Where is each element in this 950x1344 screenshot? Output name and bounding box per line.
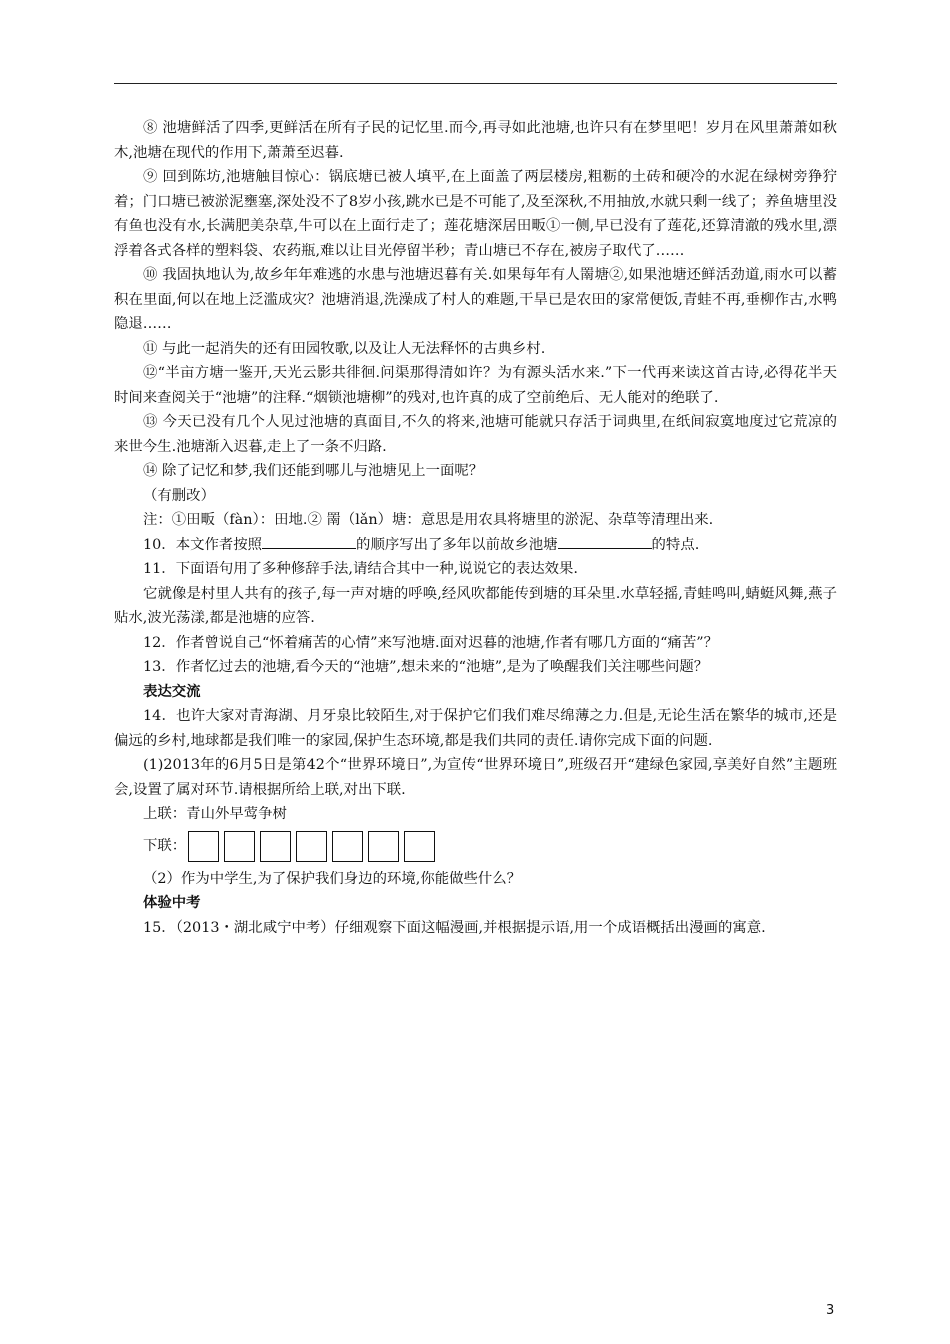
footnote: 注：①田畈（fàn）：田地.② 罱（lǎn）塘：意思是用农具将塘里的淤泥、杂草等清理出来. — [143, 512, 714, 528]
answer-box[interactable] — [404, 831, 435, 862]
question-10-text-a: 10．本文作者按照 — [143, 536, 263, 553]
source-note: （有删改） — [143, 487, 215, 504]
question-12: 12．作者曾说自己“怀着痛苦的心情”来写池塘.面对迟暮的池塘,作者有哪几方面的“痛苦”？ — [143, 634, 718, 651]
answer-box[interactable] — [296, 831, 327, 862]
answer-boxes — [188, 831, 440, 862]
lower-couplet-line — [114, 827, 837, 867]
question-10-text-c: 的特点. — [651, 536, 700, 553]
question-10-text-b: 的顺序写出了多年以前故乡池塘 — [356, 536, 558, 553]
upper-couplet: 上联：青山外早莺争树 — [143, 806, 287, 822]
answer-box[interactable] — [260, 831, 291, 862]
lower-couplet-label: 下联： — [143, 838, 187, 855]
header-rule — [114, 83, 837, 84]
paragraph-13: ⑬ 今天已没有几个人见过池塘的真面目,不久的将来,池塘可能就只存活于词典里,在纸间寂寞地度过它荒凉的来世今生.池塘渐入迟暮,走上了一条不归路. — [114, 414, 837, 455]
document-body — [114, 116, 837, 940]
paragraph-14: ⑭ 除了记忆和梦,我们还能到哪儿与池塘见上一面呢？ — [143, 463, 484, 479]
answer-blank-1[interactable] — [262, 534, 356, 549]
answer-box[interactable] — [224, 831, 255, 862]
question-11-quote: 它就像是村里人共有的孩子,每一声对塘的呼唤,经风吹都能传到塘的耳朵里.水草轻摇,青蛙鸣叫,蜻蜓风舞,燕子贴水,波光荡漾,都是池塘的应答. — [114, 585, 837, 626]
paragraph-12: ⑫“半亩方塘一鉴开,天光云影共徘徊.问渠那得清如许？为有源头活水来.”下一代再来读这首古诗,必得花半天时间来查阅关于“池塘”的注释.“烟锁池塘柳”的残对,也许真的成了空前绝后、无人能对的绝联了. — [114, 365, 837, 406]
paragraph-11: ⑪ 与此一起消失的还有田园牧歌,以及让人无法释怀的古典乡村. — [143, 340, 546, 357]
answer-blank-2[interactable] — [558, 534, 652, 549]
answer-box[interactable] — [368, 831, 399, 862]
question-10 — [114, 533, 837, 558]
question-13: 13．作者忆过去的池塘,看今天的“池塘”,想未来的“池塘”,是为了唤醒我们关注哪些问题？ — [143, 659, 709, 675]
question-14-part2: （2）作为中学生,为了保护我们身边的环境,你能做些什么？ — [143, 870, 522, 887]
paragraph-8: ⑧ 池塘鲜活了四季,更鲜活在所有子民的记忆里.而今,再寻如此池塘,也许只有在梦里吧！岁月在风里萧萧如秋木,池塘在现代的作用下,萧萧至迟暮. — [114, 120, 837, 161]
question-11: 11．下面语句用了多种修辞手法,请结合其中一种,说说它的表达效果. — [143, 561, 578, 577]
answer-box[interactable] — [332, 831, 363, 862]
section-heading-expression: 表达交流 — [143, 683, 201, 700]
question-14-intro: 14．也许大家对青海湖、月牙泉比较陌生,对于保护它们我们难尽绵薄之力.但是,无论生活在繁华的城市,还是偏远的乡村,地球都是我们唯一的家园,保护生态环境,都是我们共同的责任.请你完成下面的问题. — [114, 708, 837, 749]
paragraph-9: ⑨ 回到陈坊,池塘触目惊心：锅底塘已被人填平,在上面盖了两层楼房,粗粝的土砖和硬冷的水泥在绿树旁狰狞着；门口塘已被淤泥壅塞,深处没不了8岁小孩,跳水已是不可能了,及至深秋,不用抽放,水就只剩一线了；养鱼塘里没有鱼也没有水,长满肥美杂草,牛可以在上面行走了；莲花塘深居田畈①一侧,早已没有了莲花,还算清澈的残水里,漂浮着各式各样的塑料袋、农药瓶,难以让目光停留半秒；青山塘已不存在,被房子取代了…… — [114, 169, 837, 259]
question-14-part1: (1)2013年的6月5日是第42个“世界环境日”,为宣传“世界环境日”,班级召开“建绿色家园,享美好自然”主题班会,设置了属对环节.请根据所给上联,对出下联. — [114, 757, 837, 798]
answer-box[interactable] — [188, 831, 219, 862]
question-15: 15．（2013・湖北咸宁中考）仔细观察下面这幅漫画,并根据提示语,用一个成语概括出漫画的寓意. — [143, 919, 766, 936]
paragraph-10: ⑩ 我固执地认为,故乡年年难逃的水患与池塘迟暮有关.如果每年有人罱塘②,如果池塘还鲜活劲道,雨水可以蓄积在里面,何以在地上泛滥成灾？池塘消退,洗澡成了村人的难题,干旱已是农田的家常便饭,青蛙不再,垂柳作古,水鸭隐退…… — [114, 267, 837, 332]
section-heading-exam: 体验中考 — [143, 895, 201, 911]
page-number: 3 — [826, 1303, 835, 1318]
